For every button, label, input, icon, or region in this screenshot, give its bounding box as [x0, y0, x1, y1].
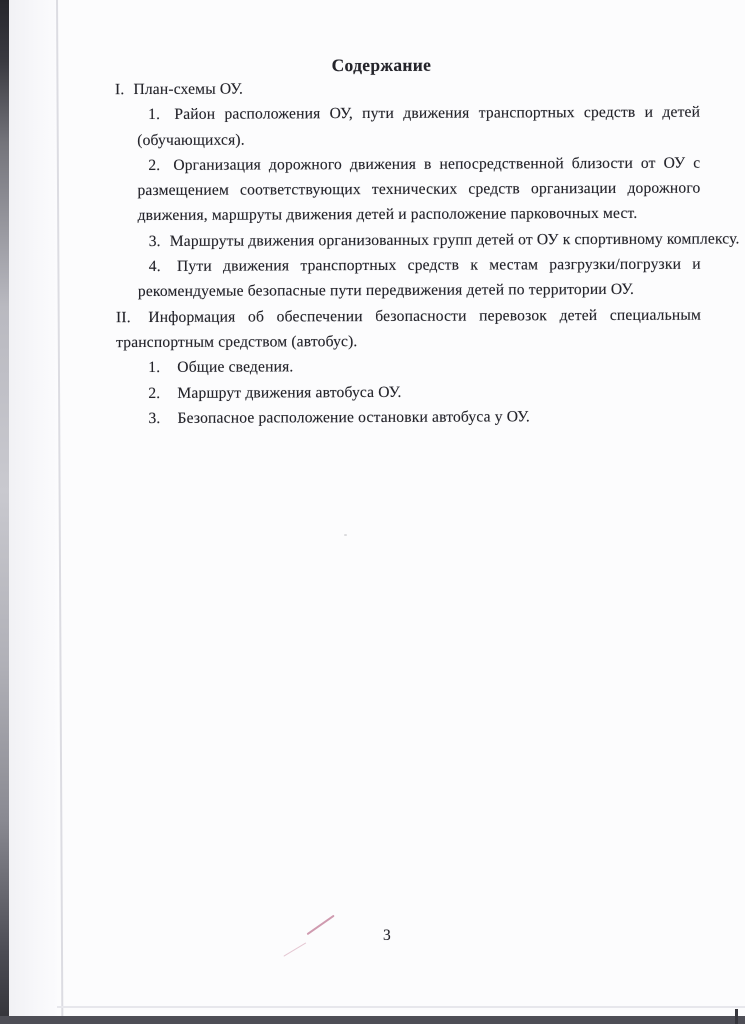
pen-mark — [283, 942, 306, 957]
entry-number: 2. — [148, 156, 161, 174]
page-title: Содержание — [331, 54, 432, 76]
page-number: 3 — [383, 927, 391, 944]
section1-numeral: I. — [114, 81, 125, 99]
toc-entry-line — [115, 150, 700, 178]
entry-text: Маршруты движения организованных групп детей от ОУ к спортивному комплексу. — [169, 230, 740, 250]
entry-number: 4. — [148, 258, 161, 276]
entry-number: 3. — [148, 232, 161, 250]
entry-number: 2. — [148, 384, 161, 402]
section1-heading — [115, 75, 700, 103]
entry-text: Пути движения транспортных средств к местам разгрузки/погрузки и — [176, 255, 701, 275]
entry-number: 3. — [148, 409, 161, 427]
entry-text: Общие сведения. — [177, 358, 294, 377]
scan-corner-tick — [735, 1009, 738, 1024]
section2-numeral: II. — [115, 308, 131, 326]
scan-bottom-faint-line — [57, 1006, 745, 1008]
toc-content — [0, 0, 745, 432]
entry-text: Безопасное расположение остановки автобуса у ОУ. — [177, 408, 530, 427]
entry-text: рекомендуемые безопасные пути передвижения детей по территории ОУ. — [137, 281, 635, 301]
scan-edge-bottom-strip — [0, 1016, 745, 1024]
entry-number: 1. — [148, 106, 161, 124]
pen-mark — [307, 915, 335, 935]
entry-text: движения, маршруты движения детей и расположение парковочных мест. — [137, 205, 638, 225]
entry-text: Район расположения ОУ, пути движения транспортных средств и детей — [174, 103, 701, 124]
toc-entry-line — [116, 252, 701, 280]
toc-entry-line — [116, 226, 740, 254]
toc-entry-line — [116, 378, 701, 406]
section2-heading-text: Информация об обеспечении безопасности перевозок детей специальным — [148, 306, 702, 326]
section2-heading-text: транспортным средством (автобус). — [116, 333, 358, 352]
toc-entry-line — [115, 176, 700, 204]
toc-entry-line — [115, 125, 700, 153]
toc-entry-line — [116, 403, 701, 431]
toc-entry-line — [116, 201, 701, 229]
entry-text: (обучающихся). — [137, 131, 245, 149]
toc-entry-line — [116, 277, 701, 305]
toc-entry-line — [115, 100, 700, 128]
entry-text: Организация дорожного движения в непосредственной близости от ОУ с — [173, 154, 701, 174]
section2-heading — [116, 302, 701, 330]
entry-text: размещением соответствующих технических средств организации дорожного — [137, 179, 701, 200]
entry-text: Маршрут движения автобуса ОУ. — [177, 383, 402, 402]
section1-heading-text: План-схемы ОУ. — [133, 80, 244, 99]
section2-heading-cont — [116, 328, 701, 356]
scan-speck — [344, 534, 347, 536]
entry-number: 1. — [148, 359, 161, 377]
toc-entry-line — [116, 353, 701, 381]
